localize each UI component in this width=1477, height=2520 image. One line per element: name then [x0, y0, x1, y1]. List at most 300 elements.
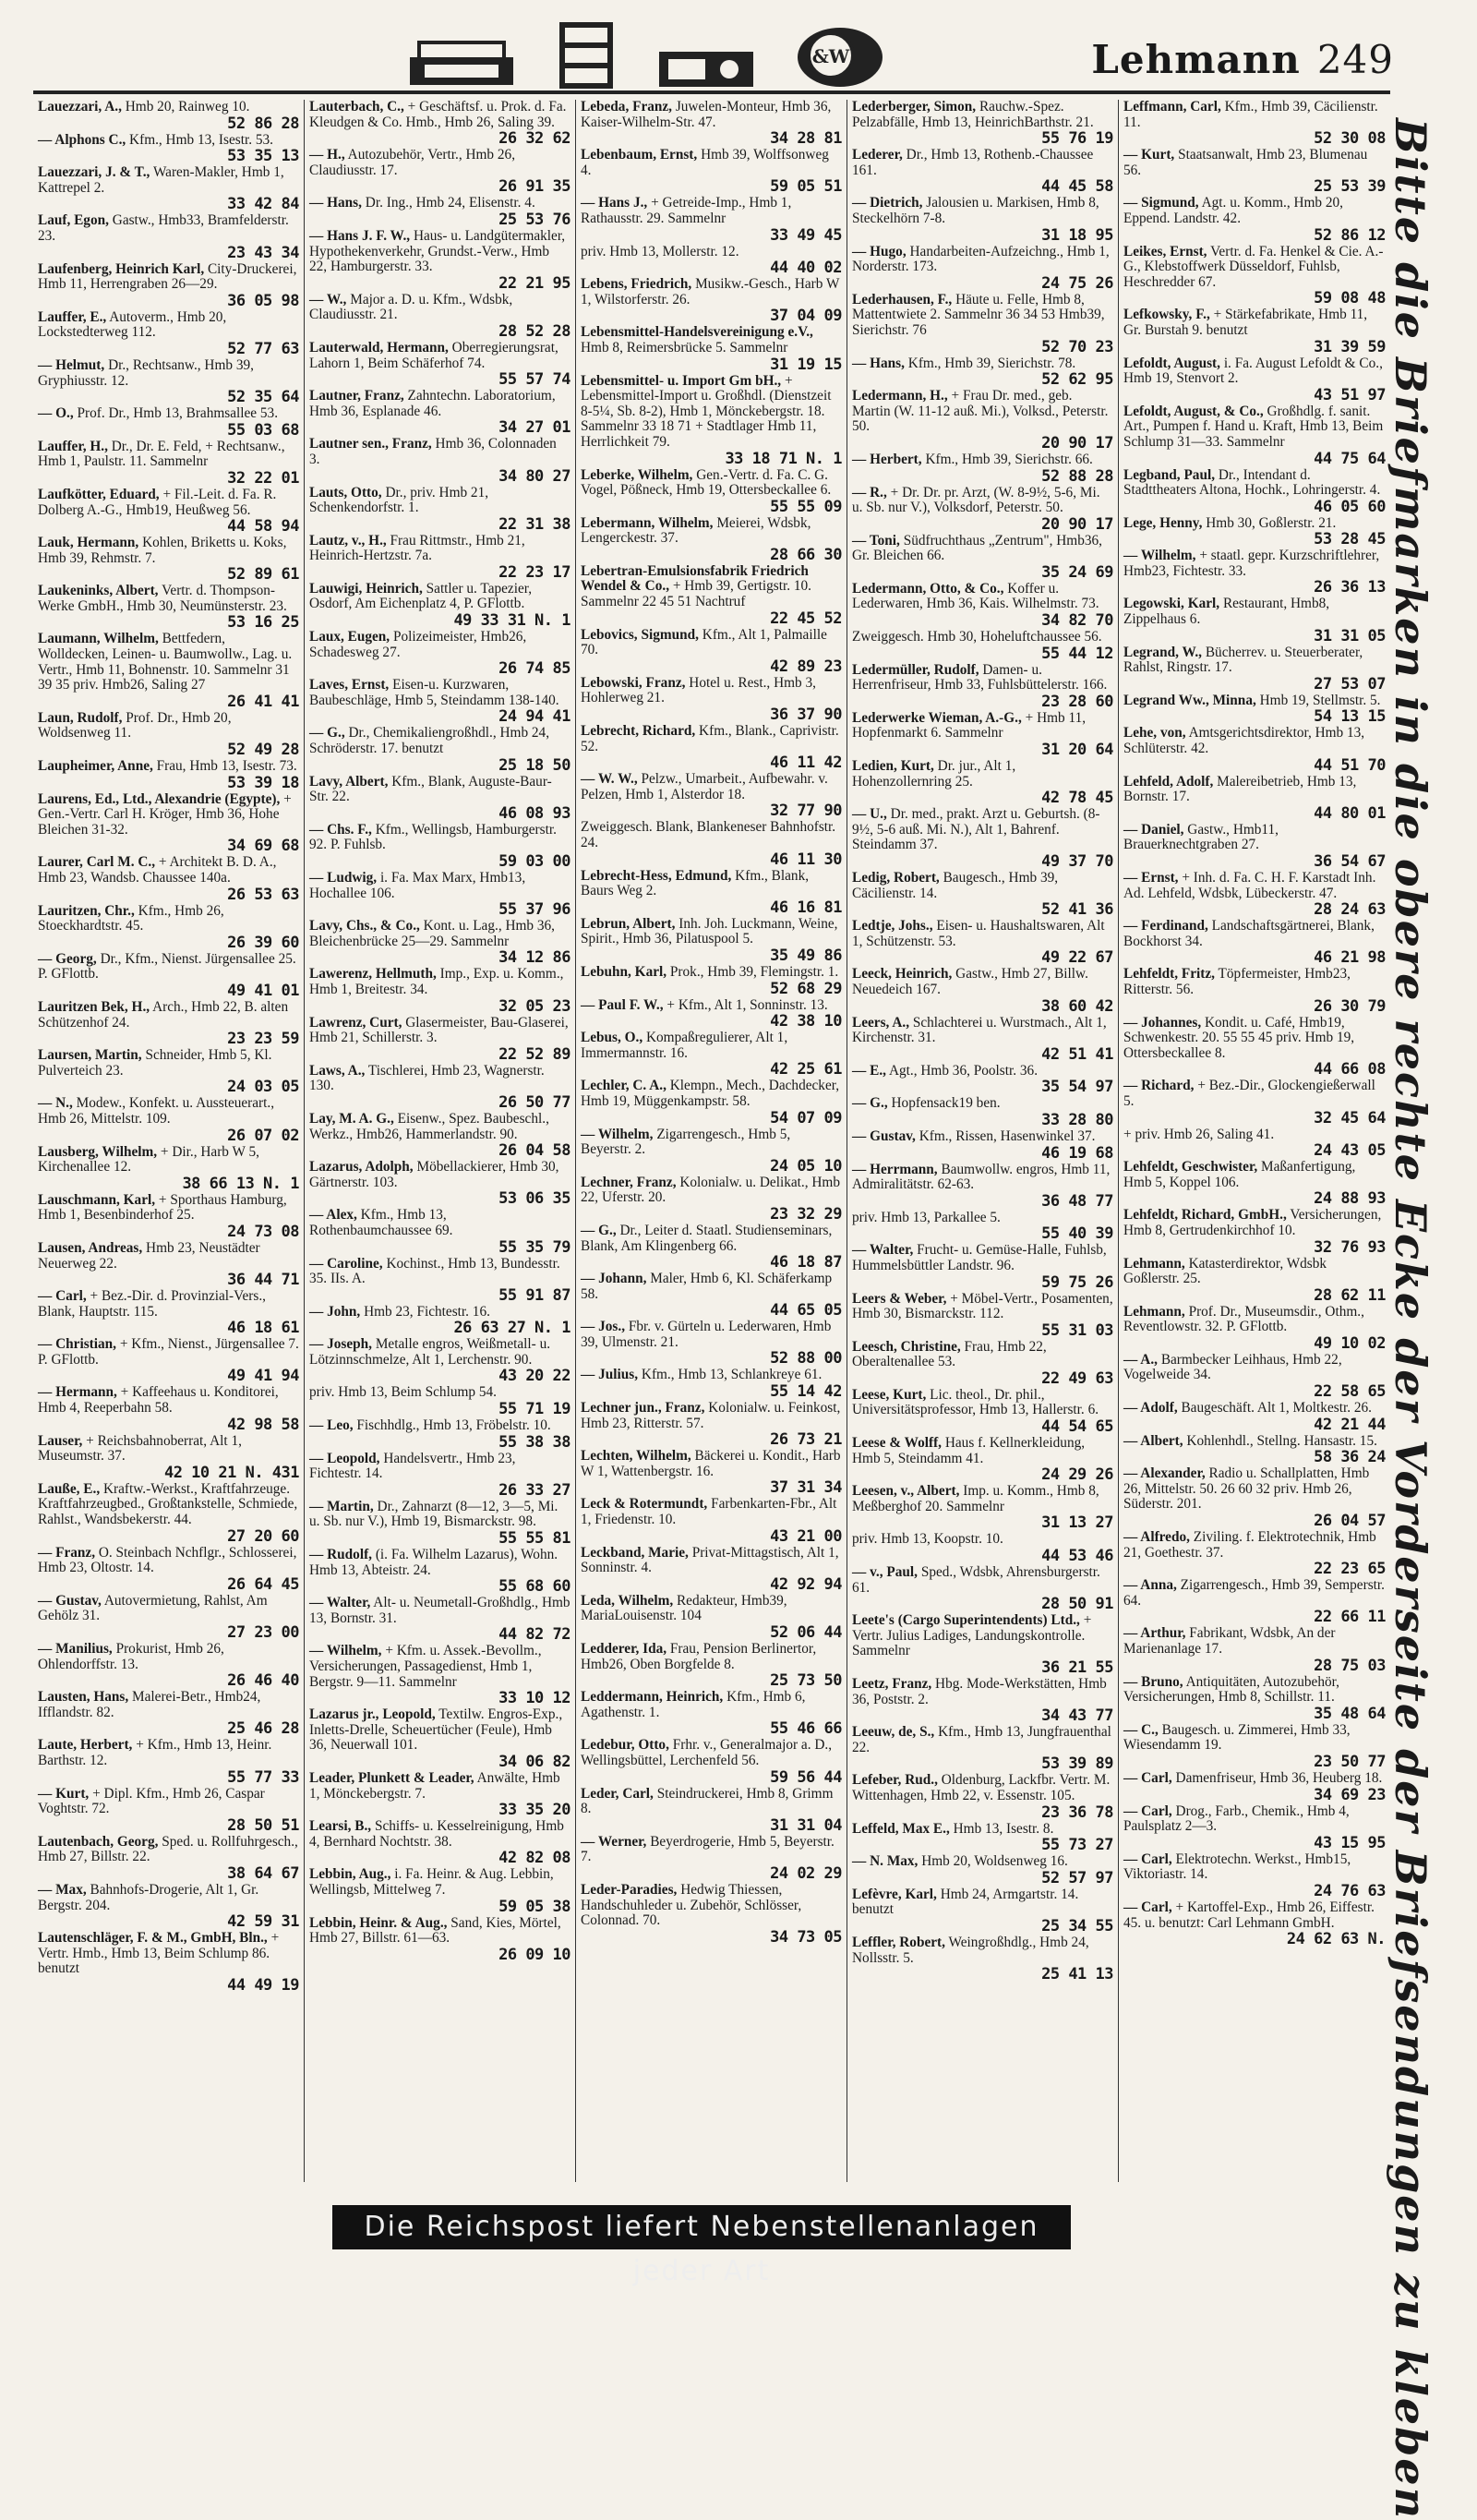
- entry-details: Gastw., Hmb 27, Billw. Neuedeich 167.: [852, 966, 1088, 997]
- entry-details: Zweiggesch. Blank, Blankeneser Bahnhofstr. 24.: [581, 819, 836, 850]
- directory-entry: [581, 869, 842, 916]
- directory-entry: [38, 1385, 299, 1432]
- entry-details: Redakteur, Hmb39, MariaLouisenstr. 104: [581, 1592, 787, 1624]
- entry-phone: 34 28 81: [770, 129, 842, 149]
- entry-phone: 26 36 13: [1314, 578, 1386, 597]
- entry-name: Laves, Ernst,: [309, 677, 390, 693]
- entry-phone: 25 46 28: [227, 1719, 299, 1739]
- entry-details: Metalle engros, Weißmetall- u. Lötzinnschmelze, Alt 1, Lerchenstr. 90.: [309, 1336, 551, 1368]
- entry-details: Eisenw., Spez. Baubeschl., Werkz., Hmb26, Hammerlandstr. 90.: [309, 1110, 549, 1142]
- entry-name: Lawerenz, Hellmuth,: [309, 966, 437, 983]
- directory-entry: [38, 1193, 299, 1240]
- directory-entry: [1123, 1401, 1386, 1433]
- directory-entry: [309, 1819, 570, 1866]
- entry-phone: 26 74 85: [498, 659, 570, 679]
- entry-details: Inh. Joh. Luckmann, Weine, Spirit., Hmb 36, Pilatuspool 5.: [581, 915, 838, 947]
- entry-phone: 59 03 00: [498, 852, 570, 871]
- entry-phone: 54 13 15: [1314, 707, 1386, 727]
- entry-details: Baugesch., Hmb 39, Cäcilienstr. 14.: [852, 870, 1059, 901]
- entry-phone: 32 22 01: [227, 468, 299, 488]
- entry-details: Tischlerei, Hmb 23, Wagnerstr. 130.: [309, 1062, 545, 1094]
- entry-name: — Christian,: [38, 1336, 116, 1353]
- entry-name: — Alex,: [309, 1207, 357, 1224]
- entry-phone: 34 69 23: [1314, 1785, 1386, 1804]
- directory-entry: [581, 820, 842, 867]
- entry-phone: 28 62 11: [1314, 1285, 1386, 1305]
- entry-details: Autozubehör, Vertr., Hmb 26, Claudiusstr. 17.: [309, 147, 516, 178]
- entry-name: Laukeninks, Albert,: [38, 583, 159, 599]
- directory-entry: [852, 1388, 1113, 1435]
- directory-entry: [309, 582, 570, 629]
- entry-details: Staatsanwalt, Hmb 23, Blumenau 56.: [1123, 147, 1368, 178]
- entry-details: Frau, Hmb 22, Oberaltenallee 53.: [852, 1338, 1047, 1370]
- entry-name: — Kurt,: [1123, 147, 1175, 163]
- entry-details: Dr., Kfm., Nienst. Jürgensallee 25. P. GFlottb.: [38, 950, 296, 983]
- directory-entry: [309, 1064, 570, 1111]
- entry-name: Laute, Herbert,: [38, 1737, 133, 1754]
- entry-phone: 22 58 65: [1314, 1382, 1386, 1402]
- entry-details: Gastw., Hmb33, Bramfelderstr. 23.: [38, 212, 289, 244]
- column-5: [1119, 100, 1390, 2182]
- directory-entry: [1123, 307, 1386, 355]
- entry-phone: 52 88 00: [770, 1349, 842, 1369]
- entry-details: + Dir., Harb W 5, Kirchenallee 12.: [38, 1143, 259, 1176]
- radio-icon: [655, 46, 757, 90]
- entry-name: — U.,: [852, 806, 887, 823]
- directory-entry: [581, 1449, 842, 1496]
- directory-entry: [38, 1931, 299, 1994]
- entry-name: — Toni,: [852, 532, 900, 549]
- entry-name: — A.,: [1123, 1351, 1158, 1368]
- entry-details: Hmb 8, Reimersbrücke 5. Sammelnr: [581, 339, 788, 356]
- entry-name: Leddermann, Heinrich,: [581, 1689, 724, 1706]
- directory-entry: [852, 1773, 1113, 1820]
- entry-name: Lefoldt, August, & Co.,: [1123, 403, 1264, 419]
- entry-phone: 26 09 10: [498, 1945, 570, 1964]
- entry-details: Frhr. v., Generalmajor a. D., Wellingsbüttel, Lerchenfeld 56.: [581, 1737, 833, 1768]
- entry-phone: 44 51 70: [1314, 755, 1386, 775]
- entry-details: + Dr. Dr. pr. Arzt, (W. 8-9½, 5-6, Mi. u. Sb. nur V.), Volksdorf, Peterstr. 50.: [852, 484, 1100, 516]
- directory-entry: [309, 678, 570, 725]
- entry-phone: 52 49 28: [227, 741, 299, 760]
- entry-phone: 27 23 00: [227, 1623, 299, 1642]
- entry-name: — Daniel,: [1123, 821, 1184, 838]
- directory-entry: [1123, 1530, 1386, 1577]
- entry-details: + Hmb 11, Hopfenmarkt 6. Sammelnr: [852, 709, 1087, 742]
- entry-details: + Vertr. Hmb., Hmb 13, Beim Schlump 86. benutzt: [38, 1930, 280, 1977]
- directory-entry: [581, 148, 842, 195]
- entry-details: Gen.-Vertr. d. Fa. C. G. Vogel, Pößneck, Hmb 19, Ottersbeckallee 6.: [581, 466, 832, 499]
- entry-phone: 53 28 45: [1314, 530, 1386, 549]
- entry-phone: 28 24 63: [1314, 900, 1386, 920]
- directory-entry: [309, 1016, 570, 1063]
- entry-name: Laurens, Ed., Ltd., Alexandrie (Egypte),: [38, 790, 281, 807]
- directory-entry: [38, 406, 299, 439]
- entry-phone: 59 75 26: [1041, 1272, 1113, 1292]
- entry-name: Laun, Rudolf,: [38, 709, 123, 726]
- entry-name: Leese & Wolff,: [852, 1435, 943, 1452]
- entry-phone: 24 76 63: [1314, 1881, 1386, 1900]
- directory-entry: [38, 358, 299, 405]
- entry-phone: 52 68 29: [770, 979, 842, 998]
- entry-name: Lauezzari, A.,: [38, 100, 122, 115]
- entry-details: Imp. u. Komm., Hmb 8, Meßberghof 20. Sammelnr: [852, 1483, 1099, 1514]
- directory-entry: [581, 1738, 842, 1785]
- entry-details: Kfm., Wellingsb, Hamburgerstr. 92. P. Fuhlsb.: [309, 821, 557, 853]
- entry-details: Kfm., Hmb 39, Cäcilienstr. 11.: [1123, 100, 1378, 130]
- entry-name: — Hans J.,: [581, 195, 648, 211]
- directory-entry: [581, 100, 842, 147]
- entry-details: Waren-Makler, Hmb 1, Kattrepel 2.: [38, 164, 284, 196]
- directory-entry: [581, 245, 842, 277]
- entry-details: Kfm., Alt 1, Palmaille 70.: [581, 626, 827, 658]
- directory-entry: [852, 356, 1113, 389]
- entry-phone: 46 08 93: [498, 803, 570, 823]
- entry-name: Lederhausen, F.,: [852, 291, 953, 307]
- entry-phone: 46 16 81: [770, 898, 842, 917]
- directory-entry: [852, 1854, 1113, 1887]
- directory-entry: [38, 1835, 299, 1882]
- entry-details: Kfm., Hmb 39, Sierichstr. 78.: [907, 355, 1076, 371]
- entry-details: Dr., Rechtsanw., Hmb 39, Gryphiusstr. 12.: [38, 356, 254, 389]
- directory-entry: [38, 1434, 299, 1481]
- entry-details: Drog., Farb., Chemik., Hmb 4, Paulsplatz 2—3.: [1123, 1803, 1350, 1835]
- entry-phone: 31 31 05: [1314, 626, 1386, 645]
- entry-phone: 43 20 22: [498, 1367, 570, 1386]
- footer-banner: Die Reichspost liefert Nebenstellenanlagen jeder Art: [332, 2205, 1071, 2249]
- entry-details: + Kfm., Hmb 13, Heinr. Barthstr. 12.: [38, 1737, 272, 1768]
- entry-phone: 23 23 59: [227, 1030, 299, 1049]
- entry-details: Agt., Hmb 36, Poolstr. 36.: [888, 1062, 1039, 1079]
- directory-entry: [38, 855, 299, 902]
- directory-entry: [38, 1883, 299, 1930]
- directory-entry: [38, 1546, 299, 1593]
- entry-name: Lausen, Andreas,: [38, 1239, 143, 1256]
- directory-entry: [581, 1320, 842, 1367]
- entry-phone: 24 43 05: [1314, 1141, 1386, 1161]
- entry-phone: 25 34 55: [1041, 1916, 1113, 1935]
- entry-phone: 49 37 70: [1041, 852, 1113, 871]
- entry-phone: 33 10 12: [498, 1689, 570, 1708]
- entry-name: Lebertran-Emulsionsfabrik Friedrich Wendel & Co.,: [581, 562, 809, 595]
- entry-phone: 35 54 97: [1041, 1078, 1113, 1097]
- entry-name: Legrand, W.,: [1123, 644, 1203, 660]
- entry-details: Amtsgerichtsdirektor, Hmb 13, Schlüterstr. 42.: [1123, 725, 1365, 757]
- entry-name: — Hermann,: [38, 1384, 117, 1401]
- entry-phone: 46 19 68: [1041, 1143, 1113, 1163]
- entry-details: Major a. D. u. Kfm., Wdsbk, Claudiusstr. 21.: [309, 291, 513, 323]
- entry-name: — v., Paul,: [852, 1564, 918, 1581]
- entry-name: — Dietrich,: [852, 195, 923, 211]
- directory-entry: [38, 310, 299, 357]
- entry-phone: 59 08 48: [1314, 289, 1386, 308]
- entry-phone: 44 75 64: [1314, 449, 1386, 468]
- entry-details: Baugeschäft. Alt 1, Moltkestr. 26.: [1181, 1400, 1372, 1417]
- entry-name: Lebuhn, Karl,: [581, 963, 667, 980]
- entry-details: i. Fa. Max Marx, Hmb13, Hochallee 106.: [309, 870, 526, 901]
- directory-entry: [581, 917, 842, 964]
- entry-name: Leete's (Cargo Superintendents) Ltd.,: [852, 1612, 1080, 1629]
- entry-name: — Gustav,: [38, 1592, 102, 1609]
- entry-name: Ledien, Kurt,: [852, 758, 934, 775]
- entry-details: Hmb 20, Woldsenweg 16.: [921, 1853, 1068, 1870]
- entry-phone: 27 53 07: [1314, 674, 1386, 693]
- entry-name: — Herrmann,: [852, 1161, 938, 1177]
- directory-entry: [852, 919, 1113, 966]
- directory-entry: [581, 468, 842, 515]
- entry-details: Südfruchthaus „Zentrum", Hmb36, Gr. Bleichen 66.: [852, 532, 1102, 564]
- entry-details: + Fil.-Leit. d. Fa. R. Dolberg A.-G., Hmb19, Heußweg 56.: [38, 486, 277, 518]
- entry-phone: 44 45 58: [1041, 177, 1113, 197]
- entry-phone: 32 77 90: [770, 802, 842, 821]
- directory-entry: [309, 1208, 570, 1255]
- directory-entry: [852, 1163, 1113, 1210]
- entry-phone: 42 59 31: [227, 1912, 299, 1932]
- directory-entry: [38, 133, 299, 165]
- entry-phone: 36 21 55: [1041, 1658, 1113, 1677]
- cabinet-icon: [554, 20, 618, 90]
- entry-phone: 37 04 09: [770, 307, 842, 326]
- entry-name: — W. W.,: [581, 771, 638, 788]
- entry-details: Sattler u. Tapezier, Osdorf, Am Eichenplatz 4, P. GFlottb.: [309, 580, 533, 612]
- entry-phone: 43 21 00: [770, 1526, 842, 1546]
- entry-name: Leffmann, Carl,: [1123, 100, 1221, 115]
- entry-details: + Getreide-Imp., Hmb 1, Rathausstr. 29. Sammelnr: [581, 195, 792, 226]
- entry-name: Legrand Ww., Minna,: [1123, 692, 1256, 708]
- entry-name: Lavy, Chs., & Co.,: [309, 918, 420, 934]
- entry-details: Kfm., Hmb 26, Stoeckhardtstr. 45.: [38, 902, 224, 934]
- entry-phone: 46 05 60: [1314, 497, 1386, 516]
- entry-phone: 38 64 67: [227, 1863, 299, 1883]
- directory-entry: [309, 229, 570, 292]
- entry-details: Kohlenhdl., Stellng. Hansastr. 15.: [1186, 1432, 1377, 1449]
- entry-name: Lautz, v., H.,: [309, 532, 387, 549]
- entry-details: Elektrotechn. Werkst., Hmb15, Viktoriastr. 14.: [1123, 1851, 1351, 1883]
- entry-phone: 23 32 29: [770, 1204, 842, 1224]
- entry-details: Hmb 30, Goßlerstr. 21.: [1206, 514, 1337, 531]
- entry-phone: 42 89 23: [770, 657, 842, 676]
- entry-details: Zahntechn. Laboratorium, Hmb 36, Esplanade 46.: [309, 388, 556, 419]
- entry-name: Lauts, Otto,: [309, 484, 382, 500]
- directory-entry: [38, 165, 299, 212]
- entry-phone: 31 20 64: [1041, 741, 1113, 760]
- entry-details: Kompaßregulierer, Alt 1, Immermannstr. 16.: [581, 1030, 788, 1061]
- entry-details: Oberregierungsrat, Lahorn 1, Beim Schäferhof 74.: [309, 339, 558, 371]
- entry-phone: 52 70 23: [1041, 337, 1113, 356]
- directory-entry: [1123, 1900, 1386, 1947]
- directory-entry: [581, 1546, 842, 1593]
- entry-details: Hmb 19, Stellmstr. 5.: [1259, 692, 1381, 708]
- entry-phone: 46 11 30: [770, 850, 842, 869]
- entry-name: — Carl,: [1123, 1851, 1172, 1867]
- entry-details: Alt- u. Neumetall-Großhdlg., Hmb 13, Bornstr. 31.: [309, 1595, 570, 1626]
- entry-name: Laumann, Wilhelm,: [38, 631, 159, 647]
- entry-details: Frau, Hmb 13, Isestr. 73.: [156, 758, 297, 775]
- entry-name: — Wilhelm,: [581, 1126, 654, 1142]
- entry-phone: 37 31 34: [770, 1478, 842, 1498]
- entry-name: Lay, M. A. G.,: [309, 1110, 394, 1127]
- entry-details: + Kfm. u. Assek.-Bevollm., Versicherungen, Passagedienst, Hmb 1, Bergstr. 9—11. Sammelnr: [309, 1643, 542, 1690]
- directory-entry: [309, 1596, 570, 1643]
- entry-name: — Werner,: [581, 1833, 647, 1850]
- entry-details: Hmb 36, Colonnaden 3.: [309, 436, 557, 467]
- entry-phone: 34 12 86: [498, 948, 570, 968]
- entry-details: priv. Hmb 13, Beim Schlump 54.: [309, 1384, 497, 1401]
- entry-name: Laursen, Martin,: [38, 1047, 142, 1064]
- directory-entry: [309, 148, 570, 195]
- entry-phone: 52 30 08: [1314, 129, 1386, 149]
- entry-name: Leers, A.,: [852, 1014, 910, 1031]
- directory-entry: [38, 1145, 299, 1192]
- entry-phone: 55 35 79: [498, 1237, 570, 1257]
- entry-phone: 33 49 45: [770, 225, 842, 245]
- entry-details: Haus- u. Landgütermakler, Hypothekenverkehr, Grundst.-Verw., Hmb 22, Hamburgerstr. 33.: [309, 227, 566, 275]
- entry-phone: 55 31 03: [1041, 1320, 1113, 1340]
- entry-name: — Johannes,: [1123, 1014, 1202, 1031]
- entry-details: Arch., Hmb 22, B. alten Schützenhof 24.: [38, 998, 289, 1031]
- directory-entry: [852, 1211, 1113, 1243]
- entry-phone: 55 40 39: [1041, 1224, 1113, 1244]
- directory-entry: [581, 1368, 842, 1400]
- entry-phone: 26 41 41: [227, 692, 299, 711]
- entry-name: — Hans,: [309, 195, 362, 211]
- entry-phone: 42 92 94: [770, 1574, 842, 1594]
- column-2: [305, 100, 576, 2182]
- entry-details: Agt. u. Komm., Hmb 20, Eppend. Landstr. 42.: [1123, 195, 1344, 226]
- page-header: [37, 17, 1412, 90]
- entry-name: — Hugo,: [852, 243, 907, 259]
- entry-phone: 24 02 29: [770, 1863, 842, 1883]
- entry-name: Leers & Weber,: [852, 1290, 947, 1307]
- entry-phone: 52 35 64: [227, 388, 299, 407]
- directory-entry: [581, 724, 842, 771]
- directory-entry: [1123, 1578, 1386, 1625]
- entry-name: — Albert,: [1123, 1432, 1183, 1449]
- directory-entry: [852, 486, 1113, 533]
- entry-details: Kont. u. Lag., Hmb 36, Bleichenbrücke 25—29. Sammelnr: [309, 918, 556, 949]
- entry-name: Leckband, Marie,: [581, 1544, 689, 1561]
- entry-name: Ledermann, H.,: [852, 388, 948, 404]
- entry-phone: 26 73 21: [770, 1430, 842, 1450]
- entry-phone: 52 86 12: [1314, 225, 1386, 245]
- entry-details: + Kaffeehaus u. Konditorei, Hmb 4, Reeperbahn 58.: [38, 1384, 279, 1417]
- entry-phone: 52 88 28: [1041, 466, 1113, 486]
- entry-name: Lefkowsky, F.,: [1123, 307, 1210, 323]
- directory-entry: [1123, 1804, 1386, 1851]
- directory-entry: [309, 1916, 570, 1963]
- entry-phone: 24 73 08: [227, 1222, 299, 1241]
- entry-name: — Wilhelm,: [1123, 548, 1196, 564]
- directory-entry: [1123, 100, 1386, 147]
- entry-details: + Architekt B. D. A., Hmb 23, Wandsb. Chaussee 140a.: [38, 854, 277, 886]
- directory-entry: [852, 1935, 1113, 1983]
- entry-phone: 24 03 05: [227, 1078, 299, 1097]
- entry-name: — N. Max,: [852, 1853, 919, 1870]
- entry-name: — Joseph,: [309, 1336, 372, 1353]
- entry-phone: 46 18 61: [227, 1319, 299, 1338]
- directory-entry: [38, 904, 299, 951]
- column-1: [33, 100, 305, 2182]
- directory-entry: [1123, 726, 1386, 773]
- entry-name: — Paul F. W.,: [581, 996, 664, 1013]
- entry-details: Pelzw., Umarbeit., Aufbewahr. v. Pelzen, Hmb 1, Alsterdor 18.: [581, 771, 828, 802]
- entry-details: Imp., Exp. u. Komm., Hmb 1, Breitestr. 34.: [309, 966, 564, 997]
- entry-phone: 49 22 67: [1041, 948, 1113, 968]
- entry-name: Laupheimer, Anne,: [38, 758, 153, 775]
- entry-phone: 34 82 70: [1041, 611, 1113, 631]
- entry-phone: 43 15 95: [1314, 1833, 1386, 1852]
- entry-details: Dr., Chemikaliengroßhdl., Hmb 24, Schröderstr. 17. benutzt: [309, 725, 550, 757]
- entry-phone: 22 23 65: [1314, 1560, 1386, 1579]
- entry-phone: 55 71 19: [498, 1400, 570, 1419]
- header-ornaments: [406, 17, 1034, 90]
- entry-phone: 59 05 38: [498, 1897, 570, 1916]
- directory-entry: [581, 1176, 842, 1223]
- entry-details: Haus f. Kellnerkleidung, Hmb 5, Steindamm 41.: [852, 1435, 1086, 1466]
- entry-name: — G.,: [852, 1095, 888, 1112]
- entry-phone: 26 91 35: [498, 177, 570, 197]
- entry-name: — Ernst,: [1123, 870, 1179, 886]
- column-3: [576, 100, 847, 2182]
- entry-details: Klempn., Mech., Dachdecker, Hmb 19, Müggenkampstr. 58.: [581, 1078, 840, 1109]
- entry-phone: 44 53 46: [1041, 1547, 1113, 1566]
- entry-phone: 22 49 63: [1041, 1369, 1113, 1388]
- directory-entry: [852, 759, 1113, 806]
- entry-phone: 33 42 84: [227, 195, 299, 214]
- directory-entry: [309, 1112, 570, 1159]
- entry-details: + priv. Hmb 26, Saling 41.: [1123, 1126, 1275, 1142]
- directory-entry: [1123, 468, 1386, 515]
- directory-entry: [581, 772, 842, 819]
- entry-name: — G.,: [581, 1222, 617, 1238]
- entry-phone: 24 05 10: [770, 1156, 842, 1176]
- directory-entry: [1123, 645, 1386, 693]
- entry-phone: 33 28 80: [1041, 1110, 1113, 1129]
- entry-phone: 55 55 09: [770, 497, 842, 516]
- entry-details: Sped. u. Rollfuhrgesch., Hmb 27, Billstr. 22.: [38, 1833, 298, 1865]
- entry-phone: 22 21 95: [498, 273, 570, 293]
- entry-details: i. Fa. Heinr. & Aug. Lebbin, Wellingsb, Mittelweg 7.: [309, 1866, 554, 1898]
- entry-name: — Leopold,: [309, 1450, 380, 1466]
- entry-name: — Alfredo,: [1123, 1529, 1190, 1546]
- entry-phone: 42 78 45: [1041, 789, 1113, 808]
- entry-details: Dr., Zahnarzt (8—12, 3—5, Mi. u. Sb. nur V.), Hmb 19, Bismarckstr. 98.: [309, 1498, 558, 1530]
- entry-name: Leeuw, de, S.,: [852, 1724, 935, 1741]
- entry-phone: 44 40 02: [770, 259, 842, 278]
- directory-entry: [38, 1690, 299, 1737]
- entry-name: — Johann,: [581, 1271, 647, 1287]
- entry-phone: 38 60 42: [1041, 996, 1113, 1016]
- directory-entry: [1123, 1160, 1386, 1207]
- entry-details: Musikw.-Gesch., Harb W 1, Wilstorferstr. 26.: [581, 276, 840, 307]
- entry-name: Lauterwald, Hermann,: [309, 339, 449, 356]
- entry-details: Juwelen-Monteur, Hmb 36, Kaiser-Wilhelm-Str. 47.: [581, 100, 832, 130]
- entry-name: — Georg,: [38, 950, 97, 967]
- entry-details: priv. Hmb 13, Mollerstr. 12.: [581, 243, 739, 259]
- entry-phone: 27 20 60: [227, 1526, 299, 1546]
- directory-entry: [581, 1594, 842, 1641]
- entry-name: — Richard,: [1123, 1078, 1195, 1094]
- entry-name: — Alexander,: [1123, 1465, 1206, 1482]
- entry-name: Lawrenz, Curt,: [309, 1014, 402, 1031]
- entry-phone: 22 52 89: [498, 1044, 570, 1064]
- directory-columns: [33, 100, 1390, 2182]
- entry-phone: 36 44 71: [227, 1271, 299, 1290]
- directory-entry: [309, 1707, 570, 1770]
- directory-entry: [38, 1337, 299, 1384]
- entry-phone: 42 10 21 N. 431: [163, 1463, 299, 1482]
- directory-entry: [581, 1787, 842, 1834]
